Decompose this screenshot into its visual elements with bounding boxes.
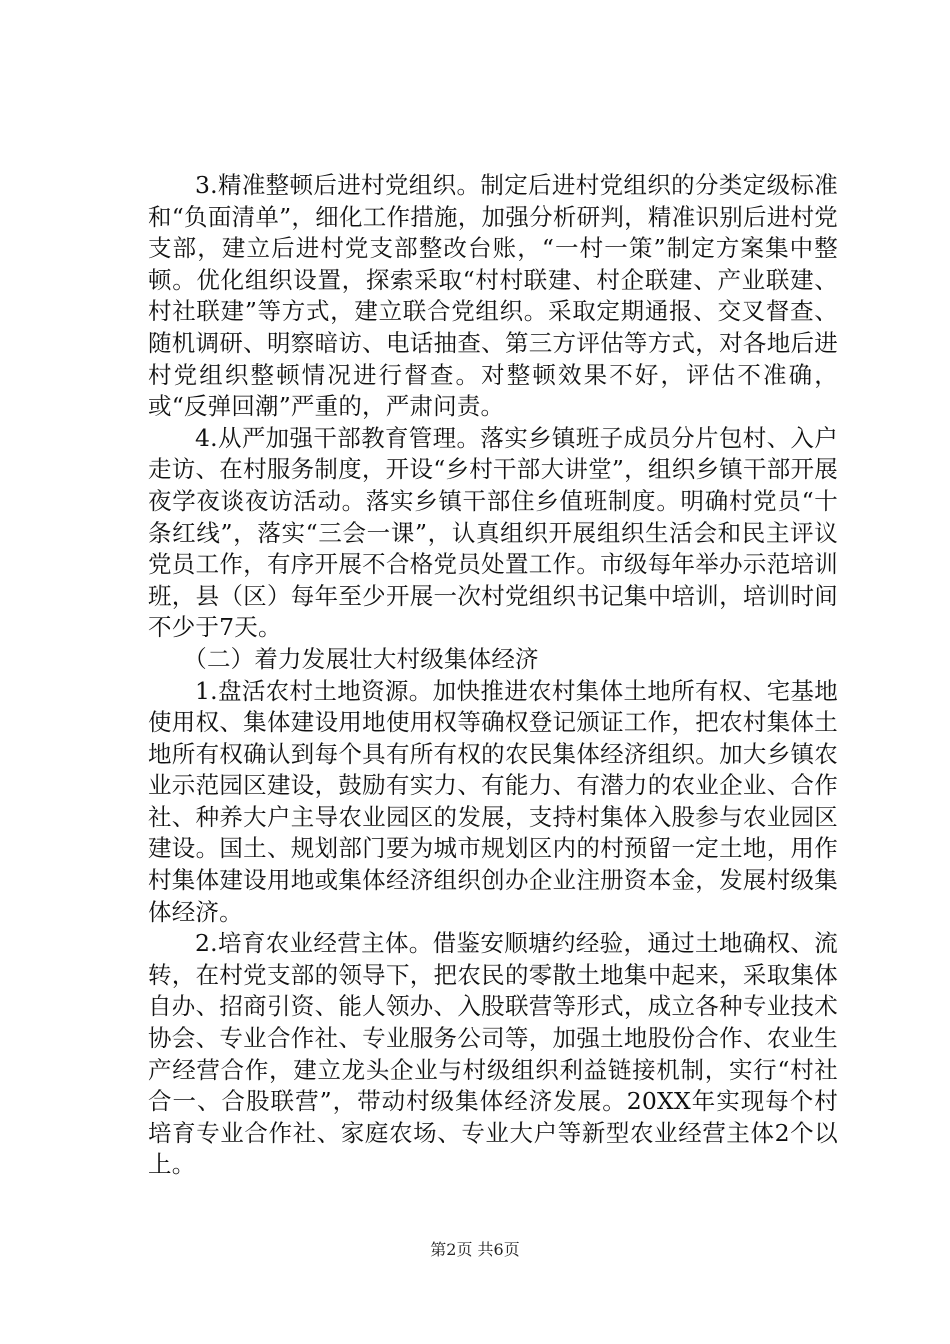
paragraph-land-resources: 1.盘活农村土地资源。加快推进农村集体土地所有权、宅基地使用权、集体建设用地使用权等确权登记颁证工作，把农村集体土地所有权确认到每个具有所有权的农民集体经济组织。加大乡镇农业示范园区建设，鼓励有实力、有能力、有潜力的农业企业、合作社、种养大户主导农业园区的发展，支持村集体入股参与农业园区建设。国土、规划部门要为城市规划区内的村预留一定土地，用作村集体建设用地或集体经济组织创办企业注册资本金，发展村级集体经济。 — [148, 676, 838, 926]
page-number-footer: 第2页 共6页 — [430, 1240, 520, 1259]
paragraph-cadre-education: 4.从严加强干部教育管理。落实乡镇班子成员分片包村、入户走访、在村服务制度，开设“乡村干部大讲堂”，组织乡镇干部开展夜学夜谈夜访活动。落实乡镇干部住乡值班制度。明确村党员“十条红线”，落实“三会一课”，认真组织开展组织生活会和民主评议党员工作，有序开展不合格党员处置工作。市级每年举办示范培训班，县（区）每年至少开展一次村党组织书记集中培训，培训时间不少于7天。 — [148, 423, 838, 642]
paragraph-agricultural-entities: 2.培育农业经营主体。借鉴安顺塘约经验，通过土地确权、流转，在村党支部的领导下，把农民的零散土地集中起来，采取集体自办、招商引资、能人领办、入股联营等形式，成立各种专业技术协会、专业合作社、专业服务公司等，加强土地股份合作、农业生产经营合作，建立龙头企业与村级组织利益链接机制，实行“村社合一、合股联营”，带动村级集体经济发展。20XX年实现每个村培育专业合作社、家庭农场、专业大户等新型农业经营主体2个以上。 — [148, 929, 838, 1179]
document-body — [148, 170, 838, 1181]
section-heading-collective-economy: （二）着力发展壮大村级集体经济 — [183, 644, 539, 673]
paragraph-rectify-party-organizations: 3.精准整顿后进村党组织。制定后进村党组织的分类定级标准和“负面清单”，细化工作措施，加强分析研判，精准识别后进村党支部，建立后进村党支部整改台账，“一村一策”制定方案集中整顿。优化组织设置，探索采取“村村联建、村企联建、产业联建、村社联建”等方式，建立联合党组织。采取定期通报、交叉督查、随机调研、明察暗访、电话抽查、第三方评估等方式，对各地后进村党组织整顿情况进行督查。对整顿效果不好，评估不准确，或“反弹回潮”严重的，严肃问责。 — [148, 171, 838, 421]
